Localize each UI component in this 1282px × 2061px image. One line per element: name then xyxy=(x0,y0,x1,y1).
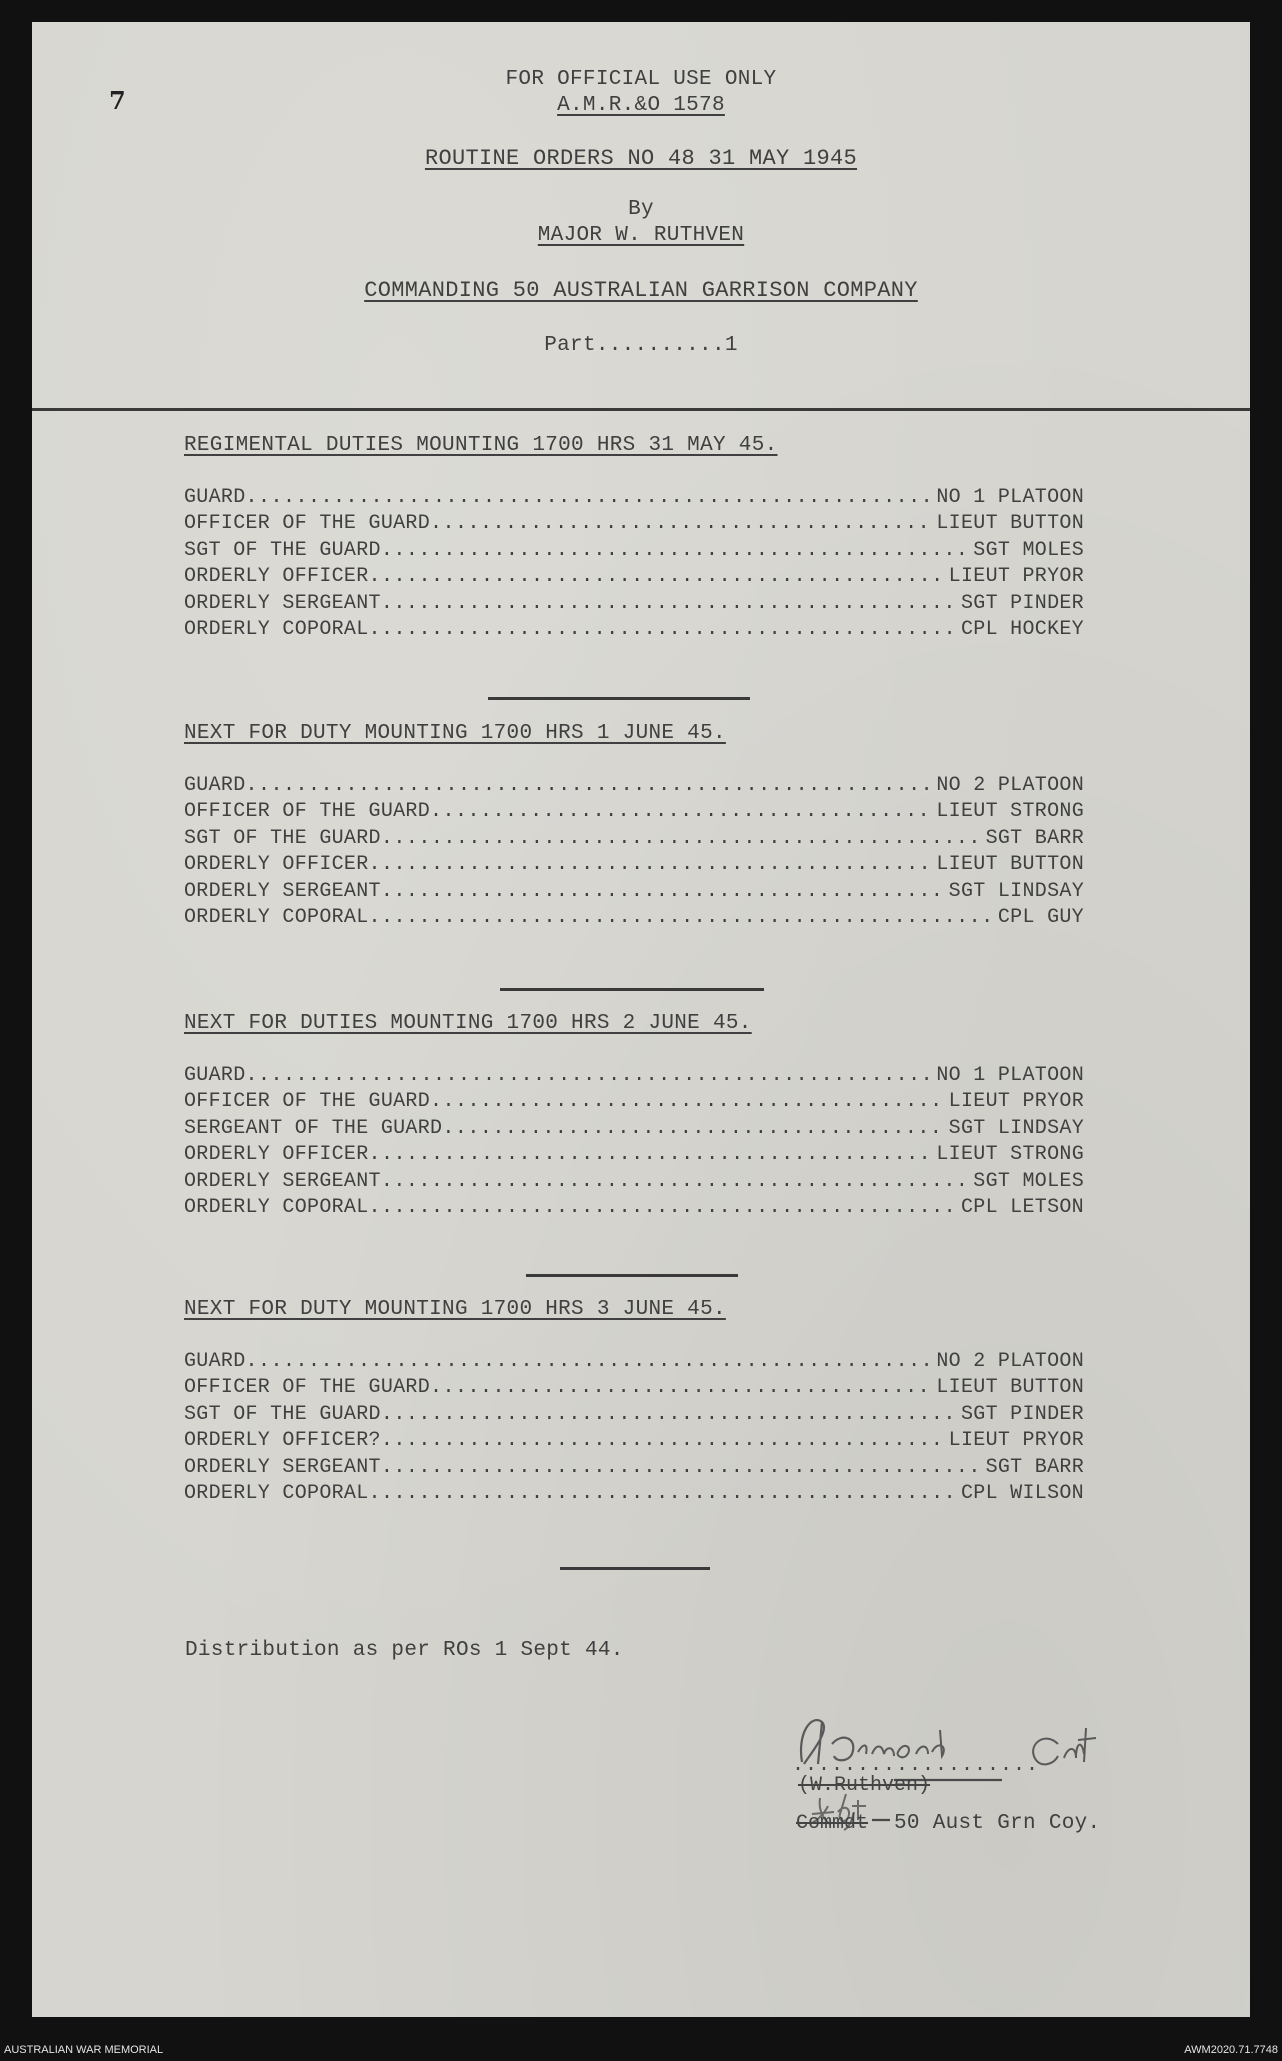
leader-dots xyxy=(430,1375,934,1401)
leader-dots xyxy=(246,1349,935,1375)
duty-row xyxy=(184,1481,1084,1507)
duty-row xyxy=(184,617,1084,643)
leader-dots xyxy=(369,1195,959,1221)
duty-label: ORDERLY OFFICER xyxy=(184,565,369,589)
leader-dots xyxy=(381,1402,959,1428)
duty-label: SGT OF THE GUARD xyxy=(184,1402,381,1426)
duty-label: GUARD xyxy=(184,1064,246,1087)
part-line: Part..........1 xyxy=(544,334,738,357)
duty-row xyxy=(184,852,1084,878)
duty-row xyxy=(184,564,1084,590)
section-next-duties-2-june xyxy=(184,1012,1084,1221)
duty-row xyxy=(184,1089,1084,1115)
duty-row xyxy=(184,1063,1084,1089)
duty-label: GUARD xyxy=(184,486,246,509)
section-title: NEXT FOR DUTY MOUNTING 1700 HRS 1 JUNE 45. xyxy=(184,722,726,745)
footer-accession: AWM2020.71.7748 xyxy=(1184,2044,1278,2056)
section-divider xyxy=(526,1274,738,1277)
typed-role-struck: Commdt xyxy=(796,1812,869,1835)
duty-value: LIEUT PRYOR xyxy=(948,1429,1084,1453)
header-divider xyxy=(32,408,1250,411)
duty-row xyxy=(184,1428,1084,1454)
duty-row xyxy=(184,1116,1084,1142)
section-divider xyxy=(500,988,764,991)
duty-value: SGT MOLES xyxy=(973,1169,1084,1193)
by-line: By xyxy=(628,198,654,221)
leader-dots xyxy=(369,564,947,590)
duty-value: SGT MOLES xyxy=(973,538,1084,562)
section-title: NEXT FOR DUTIES MOUNTING 1700 HRS 2 JUNE 45. xyxy=(184,1012,752,1035)
officer-name: MAJOR W. RUTHVEN xyxy=(537,224,745,247)
section-divider xyxy=(560,1567,710,1570)
leader-dots xyxy=(246,1063,935,1089)
duty-value: LIEUT BUTTON xyxy=(936,512,1084,536)
duty-label: ORDERLY COPORAL xyxy=(184,1196,369,1220)
duty-row xyxy=(184,1142,1084,1168)
leader-dots xyxy=(369,1481,959,1507)
commanding-line: COMMANDING 50 AUSTRALIAN GARRISON COMPANY xyxy=(364,278,918,303)
official-use-line: FOR OFFICIAL USE ONLY xyxy=(505,68,777,91)
duty-value: LIEUT STRONG xyxy=(936,1143,1084,1167)
duty-label: ORDERLY COPORAL xyxy=(184,906,369,930)
section-title: REGIMENTAL DUTIES MOUNTING 1700 HRS 31 MAY 45. xyxy=(184,434,778,457)
duty-label: ORDERLY OFFICER? xyxy=(184,1429,381,1453)
duty-row xyxy=(184,591,1084,617)
duty-value: SGT LINDSAY xyxy=(948,879,1084,903)
duty-row xyxy=(184,1349,1084,1375)
duty-row xyxy=(184,1169,1084,1195)
leader-dots xyxy=(369,905,996,931)
signature-dots: ................... xyxy=(792,1754,1040,1777)
duty-label: SERGEANT OF THE GUARD xyxy=(184,1116,443,1140)
duty-label: ORDERLY OFFICER xyxy=(184,1143,369,1167)
duty-label: SGT OF THE GUARD xyxy=(184,538,381,562)
leader-dots xyxy=(381,826,984,852)
leader-dots xyxy=(246,485,935,511)
leader-dots xyxy=(369,617,959,643)
leader-dots xyxy=(430,1089,947,1115)
duty-label: OFFICER OF THE GUARD xyxy=(184,1376,431,1400)
duty-label: OFFICER OF THE GUARD xyxy=(184,512,431,536)
leader-dots xyxy=(381,1455,984,1481)
duty-label: GUARD xyxy=(184,1350,246,1373)
duty-value: SGT LINDSAY xyxy=(948,1116,1084,1140)
duty-label: ORDERLY COPORAL xyxy=(184,1482,369,1506)
duty-row xyxy=(184,1455,1084,1481)
signature-role xyxy=(673,1704,675,1705)
duty-row xyxy=(184,1375,1084,1401)
duty-label: GUARD xyxy=(184,774,246,797)
unit-name: 50 Aust Grn Coy. xyxy=(894,1812,1101,1835)
leader-dots xyxy=(381,538,971,564)
signature-name xyxy=(1152,1704,1157,1705)
leader-dots xyxy=(381,1169,971,1195)
footer-institution: AUSTRALIAN WAR MEMORIAL xyxy=(4,2044,164,2056)
section-next-duty-1-june xyxy=(184,722,1084,931)
leader-dots xyxy=(381,1428,947,1454)
duty-row xyxy=(184,1195,1084,1221)
duty-value: NO 1 PLATOON xyxy=(936,486,1084,509)
leader-dots xyxy=(381,879,947,905)
duty-row xyxy=(184,538,1084,564)
duty-value: SGT BARR xyxy=(985,826,1084,850)
duty-row xyxy=(184,826,1084,852)
archive-footer xyxy=(0,2040,1282,2061)
duty-value: SGT BARR xyxy=(985,1455,1084,1479)
duty-value: NO 2 PLATOON xyxy=(936,1350,1084,1373)
duty-value: LIEUT BUTTON xyxy=(936,1376,1084,1400)
duty-value: LIEUT BUTTON xyxy=(936,853,1084,877)
leader-dots xyxy=(246,773,935,799)
duty-value: SGT PINDER xyxy=(960,1402,1084,1426)
duty-row xyxy=(184,905,1084,931)
duty-label: OFFICER OF THE GUARD xyxy=(184,800,431,824)
duty-row xyxy=(184,511,1084,537)
signature-block xyxy=(672,1702,1232,1842)
amr-reference: A.M.R.&O 1578 xyxy=(557,94,725,117)
duty-label: SGT OF THE GUARD xyxy=(184,826,381,850)
duty-label: ORDERLY SERGEANT xyxy=(184,1169,381,1193)
duty-value: CPL WILSON xyxy=(960,1482,1084,1506)
duty-label: ORDERLY SERGEANT xyxy=(184,879,381,903)
leader-dots xyxy=(369,1142,935,1168)
duty-value: LIEUT STRONG xyxy=(936,800,1084,824)
routine-orders-title: ROUTINE ORDERS NO 48 31 MAY 1945 xyxy=(424,146,858,171)
duty-row xyxy=(184,799,1084,825)
duty-label: ORDERLY SERGEANT xyxy=(184,1455,381,1479)
duty-value: LIEUT PRYOR xyxy=(948,565,1084,589)
duty-value: CPL GUY xyxy=(997,906,1084,930)
signature-rank xyxy=(1192,1704,1194,1705)
duty-label: ORDERLY COPORAL xyxy=(184,618,369,642)
duty-value: SGT PINDER xyxy=(960,591,1084,615)
document-page xyxy=(32,22,1250,2017)
duty-value: CPL HOCKEY xyxy=(960,618,1084,642)
duty-value: LIEUT PRYOR xyxy=(948,1090,1084,1114)
duty-row xyxy=(184,1402,1084,1428)
leader-dots xyxy=(430,511,934,537)
section-regimental-duties xyxy=(184,434,1084,643)
distribution-note: Distribution as per ROs 1 Sept 44. xyxy=(185,1639,624,1662)
leader-dots xyxy=(381,591,959,617)
typed-name-struck: (W.Ruthven) xyxy=(798,1774,931,1797)
duty-value: NO 2 PLATOON xyxy=(936,774,1084,797)
leader-dots xyxy=(442,1116,946,1142)
leader-dots xyxy=(369,852,935,878)
duty-row xyxy=(184,879,1084,905)
duty-value: NO 1 PLATOON xyxy=(936,1064,1084,1087)
section-next-duty-3-june xyxy=(184,1298,1084,1507)
leader-dots xyxy=(430,799,934,825)
section-divider xyxy=(488,697,750,700)
duty-label: ORDERLY OFFICER xyxy=(184,853,369,877)
duty-label: OFFICER OF THE GUARD xyxy=(184,1090,431,1114)
duty-row xyxy=(184,485,1084,511)
duty-row xyxy=(184,773,1084,799)
duty-label: ORDERLY SERGEANT xyxy=(184,591,381,615)
corner-mark: 7 xyxy=(109,86,126,115)
duty-value: CPL LETSON xyxy=(960,1196,1084,1220)
section-title: NEXT FOR DUTY MOUNTING 1700 HRS 3 JUNE 45. xyxy=(184,1298,726,1321)
